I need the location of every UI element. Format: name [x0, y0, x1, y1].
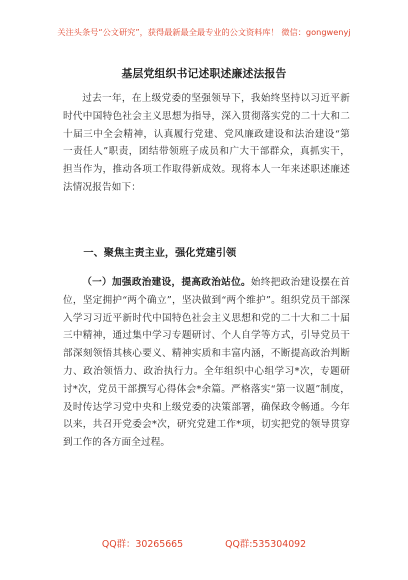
document-title: 基层党组织书记述职述廉述法报告	[121, 67, 287, 80]
footer-qq-group-1: QQ群：30265665	[101, 539, 184, 550]
subsection-body: 始终把政治建设摆在首位，坚定拥护“两个确立”，坚决做到“两个维护”。组织党员干部深入学习习近平新时代中国特色社会主义思想和党的二十大和二十届三中精神，通过集中学习专题研讨、个人自学等方式，引导党员干部深刻领悟其核心要义、精神实质和丰富内涵，不断提高政治判断力、政治领悟力、政治执行力。全年组织中心组学习*次，专题研讨*次，党员干部撰写心得体会*余篇。严格落实“第一议题”制度，及时传达学习党中央和上级党委的决策部署，确保政令畅通。今年以来，共召开党委会*次，研究党建工作*项，切实把党的领导贯穿到工作的各方面全过程。	[63, 277, 350, 449]
footer-qq-group-2: QQ群:535304092	[225, 539, 307, 550]
footer	[0, 536, 408, 550]
promo-banner: 关注头条号“公文研究”，获得最新最全最专业的公文资料库！ 微信：gongwenyj	[57, 27, 351, 37]
section-heading: 一、聚焦主责主业，强化党建引领	[83, 247, 237, 259]
intro-paragraph: 过去一年，在上级党委的坚强领导下，我始终坚持以习近平新时代中国特色社会主义思想为指导，深入贯彻落实党的二十大和二十届三中全会精神，认真履行党建、党风廉政建设和法治建设“第一责任人”职责，团结带领班子成员和广大干部群众，真抓实干，担当作为，推动各项工作取得新成效。现将本人一年来述职述廉述法情况报告如下：	[63, 93, 350, 193]
subsection-lead: （一）加强政治建设，提高政治站位。	[82, 277, 251, 288]
subsection-paragraph	[63, 274, 350, 452]
